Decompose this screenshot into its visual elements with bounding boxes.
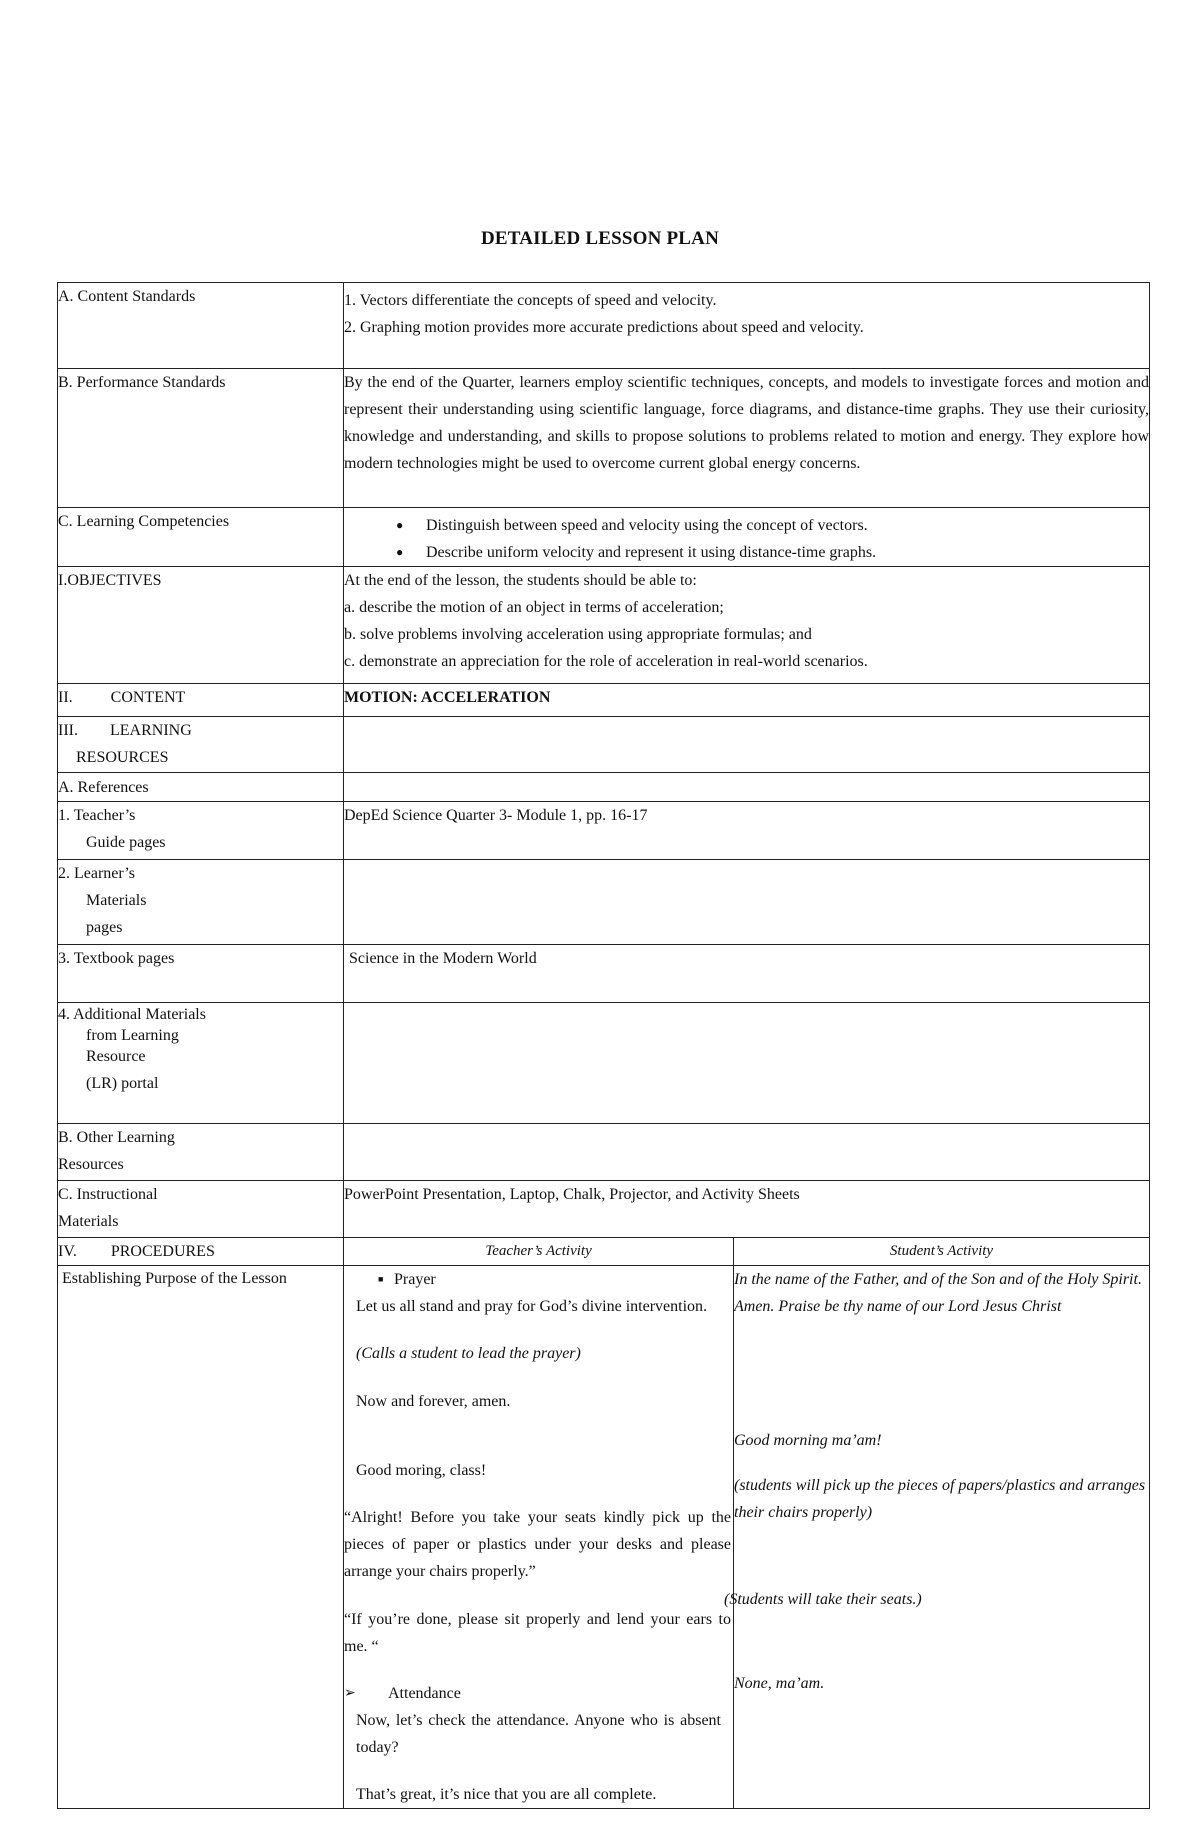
student-seats: (Students will take their seats.) [724, 1591, 922, 1608]
instructional-line2: Materials [58, 1213, 119, 1230]
objective-item: a. describe the motion of an object in terms of acceleration; [344, 599, 724, 616]
teacher-activity-header: Teacher’s Activity [344, 1238, 734, 1266]
learners-materials-row [58, 860, 1150, 945]
student-activity-header: Student’s Activity [734, 1238, 1150, 1266]
additional-materials-row [58, 1003, 1150, 1124]
content-value: MOTION: ACCELERATION [344, 684, 1150, 717]
competency-item: ● Describe uniform velocity and represent it using distance-time graphs. [396, 539, 1149, 566]
teacher-calls: (Calls a student to lead the prayer) [356, 1345, 581, 1362]
learners-materials-line3: pages [86, 919, 123, 936]
learners-materials-line2: Materials [86, 892, 147, 909]
competency-item: ● Distinguish between speed and velocity using the concept of vectors. [396, 512, 1149, 539]
other-resources-line1: B. Other Learning [58, 1129, 175, 1146]
objectives-intro: At the end of the lesson, the students should be able to: [344, 572, 697, 589]
instructional-value: PowerPoint Presentation, Laptop, Chalk, Projector, and Activity Sheets [344, 1181, 1150, 1238]
resources-label-1: LEARNING [109, 722, 192, 739]
additional-line3: Resource [86, 1048, 146, 1065]
procedures-num: IV. [58, 1243, 77, 1260]
content-standard-item: 2. Graphing motion provides more accurate predictions about speed and velocity. [344, 319, 864, 336]
establishing-purpose-row [58, 1266, 1150, 1809]
teacher-check: Now, let’s check the attendance. Anyone who is absent today? [356, 1712, 721, 1756]
other-resources-line2: Resources [58, 1156, 124, 1173]
learning-resources-row [58, 717, 1150, 773]
resources-label-2: RESOURCES [76, 749, 169, 766]
prayer-item: ■ Prayer [344, 1266, 733, 1293]
additional-line4: (LR) portal [86, 1075, 159, 1092]
learners-materials-line1: 2. Learner’s [58, 865, 135, 882]
student-greet: Good morning ma’am! [734, 1432, 882, 1449]
performance-standards-text: By the end of the Quarter, learners employ scientific techniques, concepts, and models to investigate forces and motion and represent their understanding using scientific language, force diagrams, and distance-time graphs. They use their curiosity, knowledge and understanding, and skills to propose solutions to problems related to motion and energy. They explore how modern technologies might be used to overcome current global energy concerns. [344, 369, 1150, 508]
page-title: DETAILED LESSON PLAN [480, 228, 720, 249]
lesson-plan-table [57, 282, 1150, 1809]
teachers-guide-line1: 1. Teacher’s [58, 807, 136, 824]
student-prayer: In the name of the Father, and of the Son and of the Holy Spirit. Amen. Praise be thy name of our Lord Jesus Christ [734, 1271, 1142, 1315]
performance-standards-row [58, 369, 1150, 508]
procedures-header-row [58, 1238, 1150, 1266]
other-resources-row [58, 1124, 1150, 1181]
teacher-pray: Let us all stand and pray for God’s divine intervention. [356, 1298, 708, 1315]
content-standards-label: A. Content Standards [58, 283, 344, 369]
teacher-pickup: “Alright! Before you take your seats kindly pick up the pieces of paper or plastics under your desks and please arrange your chairs properly.” [344, 1509, 731, 1580]
textbook-label: 3. Textbook pages [58, 945, 344, 1003]
teacher-amen: Now and forever, amen. [356, 1393, 511, 1410]
content-standard-item: 1. Vectors differentiate the concepts of speed and velocity. [344, 292, 717, 309]
instructional-materials-row [58, 1181, 1150, 1238]
instructional-line1: C. Instructional [58, 1186, 158, 1203]
procedures-label: PROCEDURES [110, 1243, 215, 1260]
teachers-guide-value: DepEd Science Quarter 3- Module 1, pp. 16-17 [344, 802, 1150, 860]
teachers-guide-line2: Guide pages [86, 834, 166, 851]
content-label: CONTENT [110, 689, 186, 706]
attendance-item: ➢ Attendance [344, 1680, 733, 1707]
references-row [58, 773, 1150, 802]
teacher-complete: That’s great, it’s nice that you are all complete. [356, 1786, 657, 1803]
content-num: II. [58, 689, 73, 706]
teacher-greet: Good moring, class! [356, 1462, 487, 1479]
textbook-value: Science in the Modern World [344, 945, 1150, 1003]
objectives-label: I.OBJECTIVES [58, 567, 344, 684]
additional-line2: from Learning [86, 1027, 179, 1044]
additional-line1: 4. Additional Materials [58, 1006, 206, 1023]
references-label: A. References [58, 773, 344, 802]
objective-item: b. solve problems involving acceleration using appropriate formulas; and [344, 626, 812, 643]
objectives-row [58, 567, 1150, 684]
learning-competencies-row [58, 508, 1150, 567]
textbook-row [58, 945, 1150, 1003]
resources-num: III. [58, 722, 78, 739]
stage-label: Establishing Purpose of the Lesson [58, 1266, 344, 1809]
learning-competencies-label: C. Learning Competencies [58, 508, 344, 567]
teachers-guide-row [58, 802, 1150, 860]
objective-item: c. demonstrate an appreciation for the role of acceleration in real-world scenarios. [344, 653, 868, 670]
student-none: None, ma’am. [734, 1675, 825, 1692]
performance-standards-label: B. Performance Standards [58, 369, 344, 508]
content-row [58, 684, 1150, 717]
student-pickup: (students will pick up the pieces of papers/plastics and arranges their chairs properly) [734, 1477, 1146, 1521]
content-standards-row [58, 283, 1150, 369]
teacher-sit: “If you’re done, please sit properly and lend your ears to me. “ [344, 1611, 731, 1655]
